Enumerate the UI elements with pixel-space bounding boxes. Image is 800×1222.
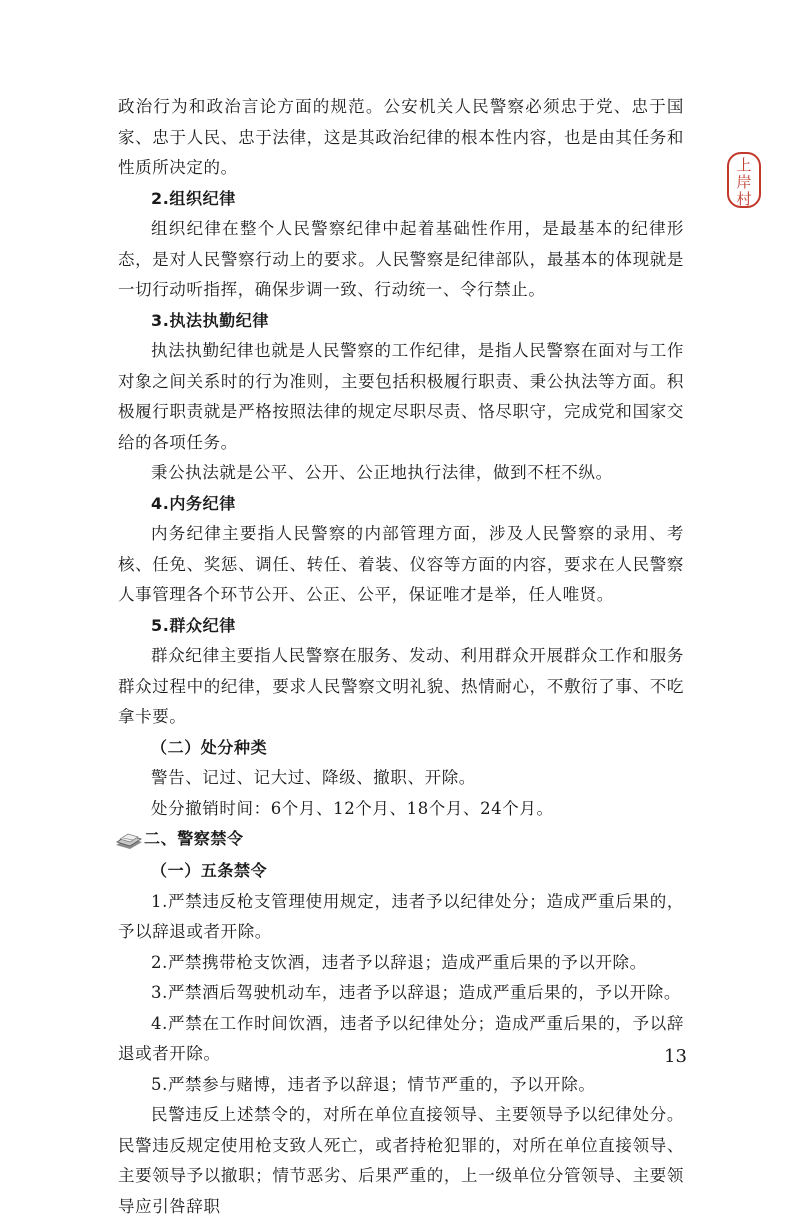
paragraph: 执法执勤纪律也就是人民警察的工作纪律，是指人民警察在面对与工作对象之间关系时的行为准则，主要包括积极履行职责、秉公执法等方面。积极履行职责就是严格按照法律的规定尽职尽责、恪尽职守，完成党和国家交给的各项任务。 (118, 341, 684, 452)
paragraph: 处分撤销时间：6个月、12个月、18个月、24个月。 (151, 798, 554, 818)
section-heading-mass: 5.群众纪律 (151, 615, 236, 635)
section-heading-five-bans: （一）五条禁令 (151, 861, 268, 880)
book-icon (114, 828, 144, 850)
list-item: 2.严禁携带枪支饮酒，违者予以辞退；造成严重后果的予以开除。 (151, 952, 647, 972)
paragraph: 群众纪律主要指人民警察在服务、发动、利用群众开展群众工作和服务群众过程中的纪律，要求人民警察文明礼貌、热情耐心，不敷衍了事、不吃拿卡要。 (118, 646, 684, 726)
document-body (118, 92, 684, 1222)
list-item: 5.严禁参与赌博，违者予以辞退；情节严重的，予以开除。 (151, 1074, 596, 1094)
list-item: 4.严禁在工作时间饮酒，违者予以纪律处分；造成严重后果的，予以辞退或者开除。 (118, 1013, 684, 1063)
paragraph: 政治行为和政治言论方面的规范。公安机关人民警察必须忠于党、忠于国家、忠于人民、忠于法律，这是其政治纪律的根本性内容，也是由其任务和性质所决定的。 (118, 97, 684, 177)
list-item: 1.严禁违反枪支管理使用规定，违者予以纪律处分；造成严重后果的，予以辞退或者开除。 (118, 891, 684, 941)
seal-logo: 上 岸 村 (727, 152, 761, 208)
section-heading-law-enforcement: 3.执法执勤纪律 (151, 310, 270, 330)
paragraph: 组织纪律在整个人民警察纪律中起着基础性作用，是最基本的纪律形态，是对人民警察行动上的要求。人民警察是纪律部队，最基本的体现就是一切行动听指挥，确保步调一致、行动统一、令行禁止。 (118, 219, 684, 299)
paragraph: 内务纪律主要指人民警察的内部管理方面，涉及人民警察的录用、考核、任免、奖惩、调任、转任、着装、仪容等方面的内容，要求在人民警察人事管理各个环节公开、公正、公平，保证唯才是举，任人唯贤。 (118, 524, 684, 604)
paragraph: 民警违反上述禁令的，对所在单位直接领导、主要领导予以纪律处分。民警违反规定使用枪支致人死亡，或者持枪犯罪的，对所在单位直接领导、主要领导予以撤职；情节恶劣、后果严重的，上一级单位分管领导、主要领导应引咎辞职 (118, 1105, 684, 1216)
section-heading-organization: 2.组织纪律 (151, 188, 236, 208)
paragraph: 秉公执法就是公平、公开、公正地执行法律，做到不枉不纵。 (151, 463, 613, 482)
list-item: 3.严禁酒后驾驶机动车，违者予以辞退；造成严重后果的，予以开除。 (151, 983, 681, 1002)
paragraph: 警告、记过、记大过、降级、撤职、开除。 (151, 768, 476, 787)
chapter-title: 二、警察禁令 (144, 829, 244, 848)
section-heading-internal: 4.内务纪律 (151, 493, 236, 513)
section-heading-punishment: （二）处分种类 (151, 737, 268, 757)
chapter-heading (114, 824, 684, 856)
page-number: 13 (664, 1046, 687, 1067)
